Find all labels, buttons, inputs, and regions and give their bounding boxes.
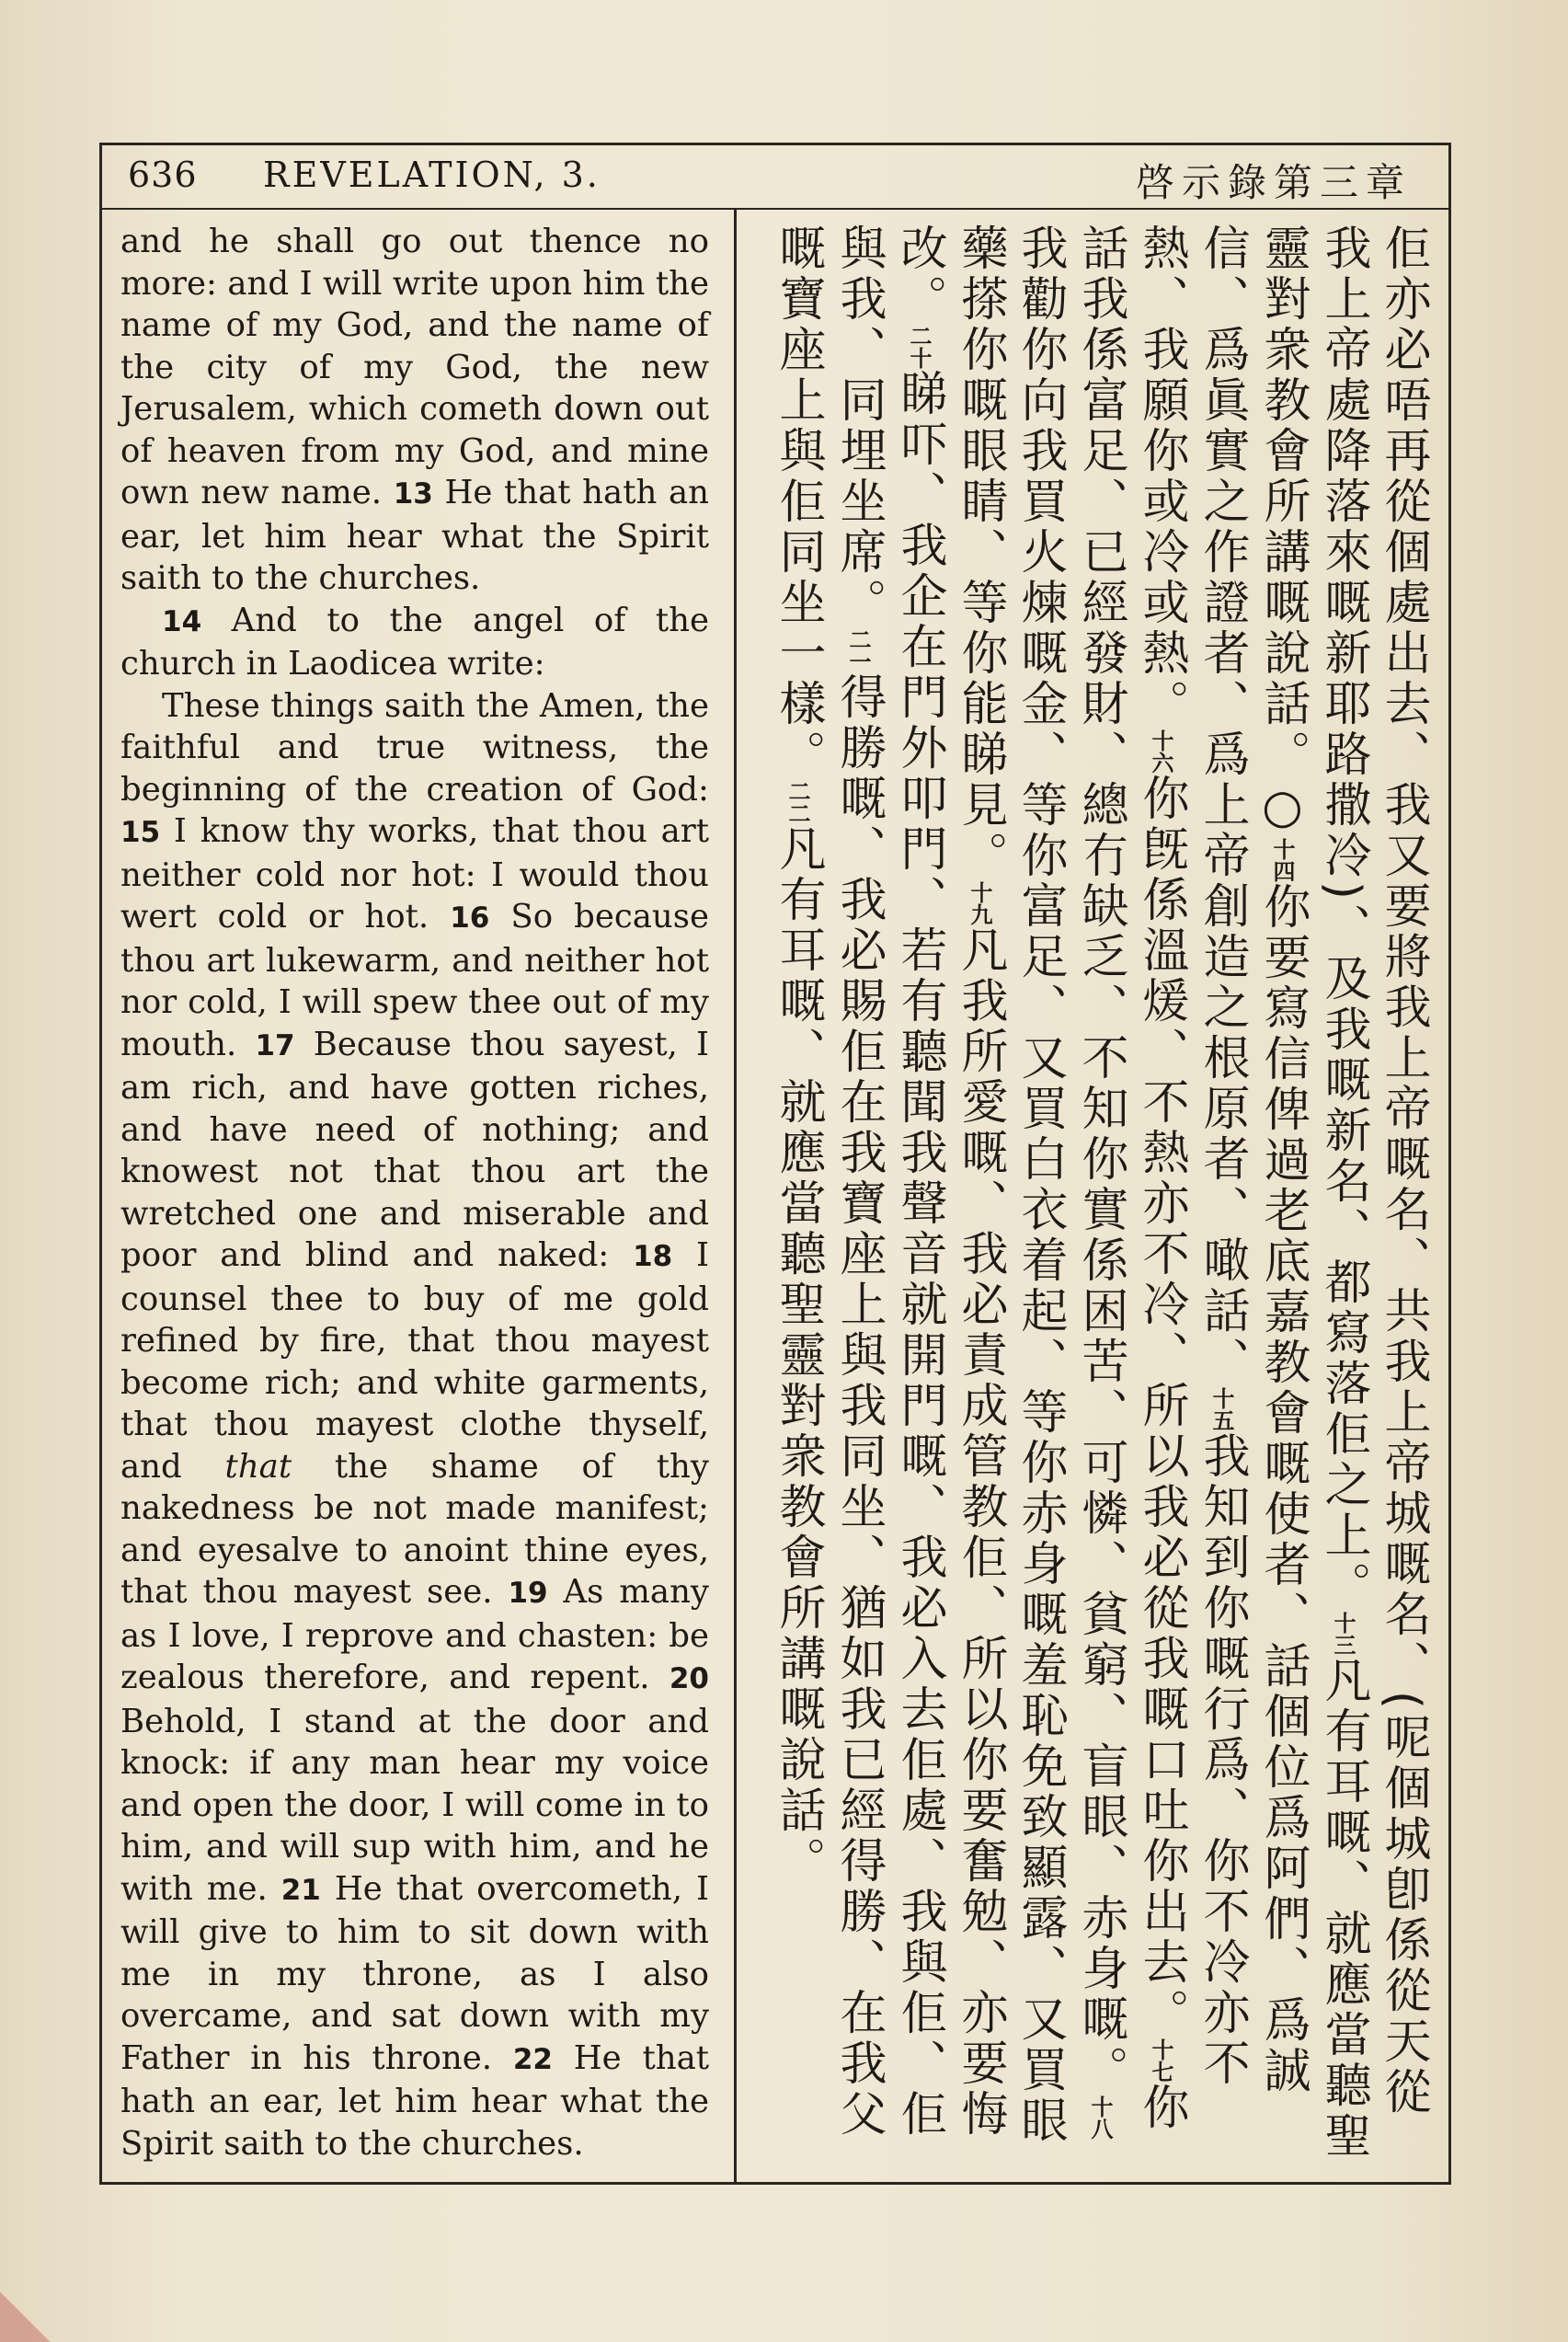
verse-number: 19 bbox=[508, 1577, 548, 1610]
verse-number: 21 bbox=[280, 1873, 321, 1907]
chinese-verse-text: 凡我所愛嘅、我必責成管教佢、所以你要奮勉、亦要悔改。 bbox=[892, 224, 1007, 2140]
chinese-verse-number: 十八 bbox=[1087, 2095, 1113, 2140]
column-divider bbox=[734, 208, 737, 2182]
verse-text: And to the angel of the church in Laodicea write: bbox=[120, 601, 709, 683]
verse-text: As many as I love, I reprove and chasten: be zealous therefore, and repent. bbox=[120, 1573, 709, 1696]
text-frame bbox=[99, 143, 1451, 2185]
verse-text: These things saith the Amen, the faithful and true witness, the beginning of the creation of God: bbox=[120, 686, 709, 809]
verse-number: 17 bbox=[255, 1028, 295, 1062]
verse-text: the shame of thy nakedness be not made manifest; and eyesalve to anoint thine eyes, that thou mayest see. bbox=[120, 1447, 709, 1611]
chinese-verse-text: 我知到你嘅行爲、你不冷亦不熱、我願你或冷或熱。 bbox=[1134, 224, 1249, 2089]
verse-text: He that overcometh, I will give to him to sit down with me in my throne, as I also overcame, and sat down with my Father in his throne. bbox=[120, 1869, 709, 2077]
chinese-verse-number: 二一 bbox=[845, 628, 871, 672]
chinese-verse-text: 睇吓、我企在門外叩門、若有聽聞我聲音就開門嘅、我必入去佢處、我與佢、佢與我、同埋坐席。 bbox=[831, 224, 946, 2140]
chinese-verse-text: 你要寫信俾過老底嘉教會嘅使者、話個位爲阿們、爲誠信、爲眞實之作證者、爲上帝創造之根原者、噉話、 bbox=[1195, 224, 1310, 2096]
chinese-verse-text: 凡有耳嘅、就應當聽聖靈對衆教會所講嘅說話。○ bbox=[1255, 224, 1370, 2162]
chinese-verse-number: 十五 bbox=[1208, 1387, 1234, 1431]
chinese-verse-number: 十三 bbox=[1330, 1611, 1356, 1656]
verse-text: Behold, I stand at the door and knock: if any man hear my voice and open the door, I will come in to him, and will sup with him, and he with me. bbox=[120, 1702, 709, 1908]
verse-number: 16 bbox=[450, 901, 490, 935]
english-column bbox=[120, 221, 709, 2164]
chinese-verse-number: 十四 bbox=[1269, 838, 1295, 882]
english-paragraph bbox=[120, 685, 709, 2165]
english-paragraph bbox=[120, 221, 709, 600]
verse-text: Because thou sayest, I am rich, and have gotten riches, and have need of nothing; and knowest not that thou art the wretched one and miserable and poor and blind and naked: bbox=[120, 1025, 709, 1274]
chinese-column bbox=[757, 224, 1433, 2164]
page-corner-edge bbox=[0, 2287, 55, 2342]
verse-text: So because thou art lukewarm, and neither hot nor cold, I will spew thee out of my mouth. bbox=[120, 898, 709, 1063]
english-paragraph bbox=[120, 600, 709, 685]
verse-number: 14 bbox=[162, 604, 202, 638]
chinese-verse-text: 我勸你向我買火煉嘅金、等你富足、又買白衣着起、等你赤身嘅羞恥免致顯露、又買眼藥搽你嘅眼睛、等你能睇見。 bbox=[953, 224, 1067, 2146]
chinese-paragraph bbox=[767, 224, 1433, 2164]
running-header bbox=[102, 145, 1448, 210]
chinese-verse-number: 十六 bbox=[1148, 729, 1173, 774]
chinese-verse-text: 你旣係溫煖、不熱亦不冷、所以我必從我嘅口吐你出去。 bbox=[1134, 774, 1188, 2038]
verse-text: and he shall go out thence no more: and I will write upon him the name of my God, and the name of the city of my God, the new Jerusalem, which cometh down out of heaven from my God, and mine own new name. bbox=[120, 223, 709, 511]
verse-text: He that hath an ear, let him hear what the Spirit saith to the churches. bbox=[120, 2038, 709, 2163]
chinese-verse-text: 佢亦必唔再從個處出去、我又要將我上帝嘅名、共我上帝城嘅名、(呢個城卽係從天從我上帝處降落來嘅新耶路撒冷)、及我嘅新名、都寫落佢之上。 bbox=[1316, 224, 1430, 2118]
chinese-verse-number: 二二 bbox=[784, 780, 810, 824]
chinese-chapter-title: 啓示錄第三章 bbox=[1135, 160, 1412, 205]
page-number: 636 bbox=[128, 155, 198, 195]
verse-number: 18 bbox=[633, 1240, 673, 1273]
chinese-verse-number: 十九 bbox=[967, 881, 992, 925]
verse-number: 15 bbox=[120, 816, 161, 849]
verse-number: 22 bbox=[512, 2042, 553, 2076]
verse-italic-word: that bbox=[224, 1447, 292, 1486]
verse-text: He that hath an ear, let him hear what the Spirit saith to the churches. bbox=[120, 474, 709, 597]
chinese-verse-number: 十七 bbox=[1148, 2038, 1173, 2083]
verse-text: I counsel thee to buy of me gold refined by fire, that thou mayest become rich; and white garments, that thou mayest clothe thyself, and bbox=[120, 1236, 710, 1486]
chinese-verse-text: 凡有耳嘅、就應當聽聖靈對衆教會所講嘅說話。 bbox=[771, 824, 825, 1887]
chinese-verse-text: 你話我係富足、已經發財、總冇缺乏、不知你實係困苦、可憐、貧窮、盲眼、赤身嘅。 bbox=[1073, 224, 1188, 2133]
verse-number: 13 bbox=[393, 477, 433, 511]
verse-number: 20 bbox=[669, 1662, 709, 1695]
chinese-verse-text: 得勝嘅、我必賜佢在我寶座上與我同坐、猶如我已經得勝、在我父嘅寶座上與佢同坐一樣。 bbox=[771, 224, 886, 2140]
chinese-verse-number: 二十 bbox=[906, 325, 932, 369]
verse-text: I know thy works, that thou art neither cold nor hot: I would thou wert cold or hot. bbox=[120, 812, 709, 936]
book-title: REVELATION, 3. bbox=[263, 155, 601, 195]
